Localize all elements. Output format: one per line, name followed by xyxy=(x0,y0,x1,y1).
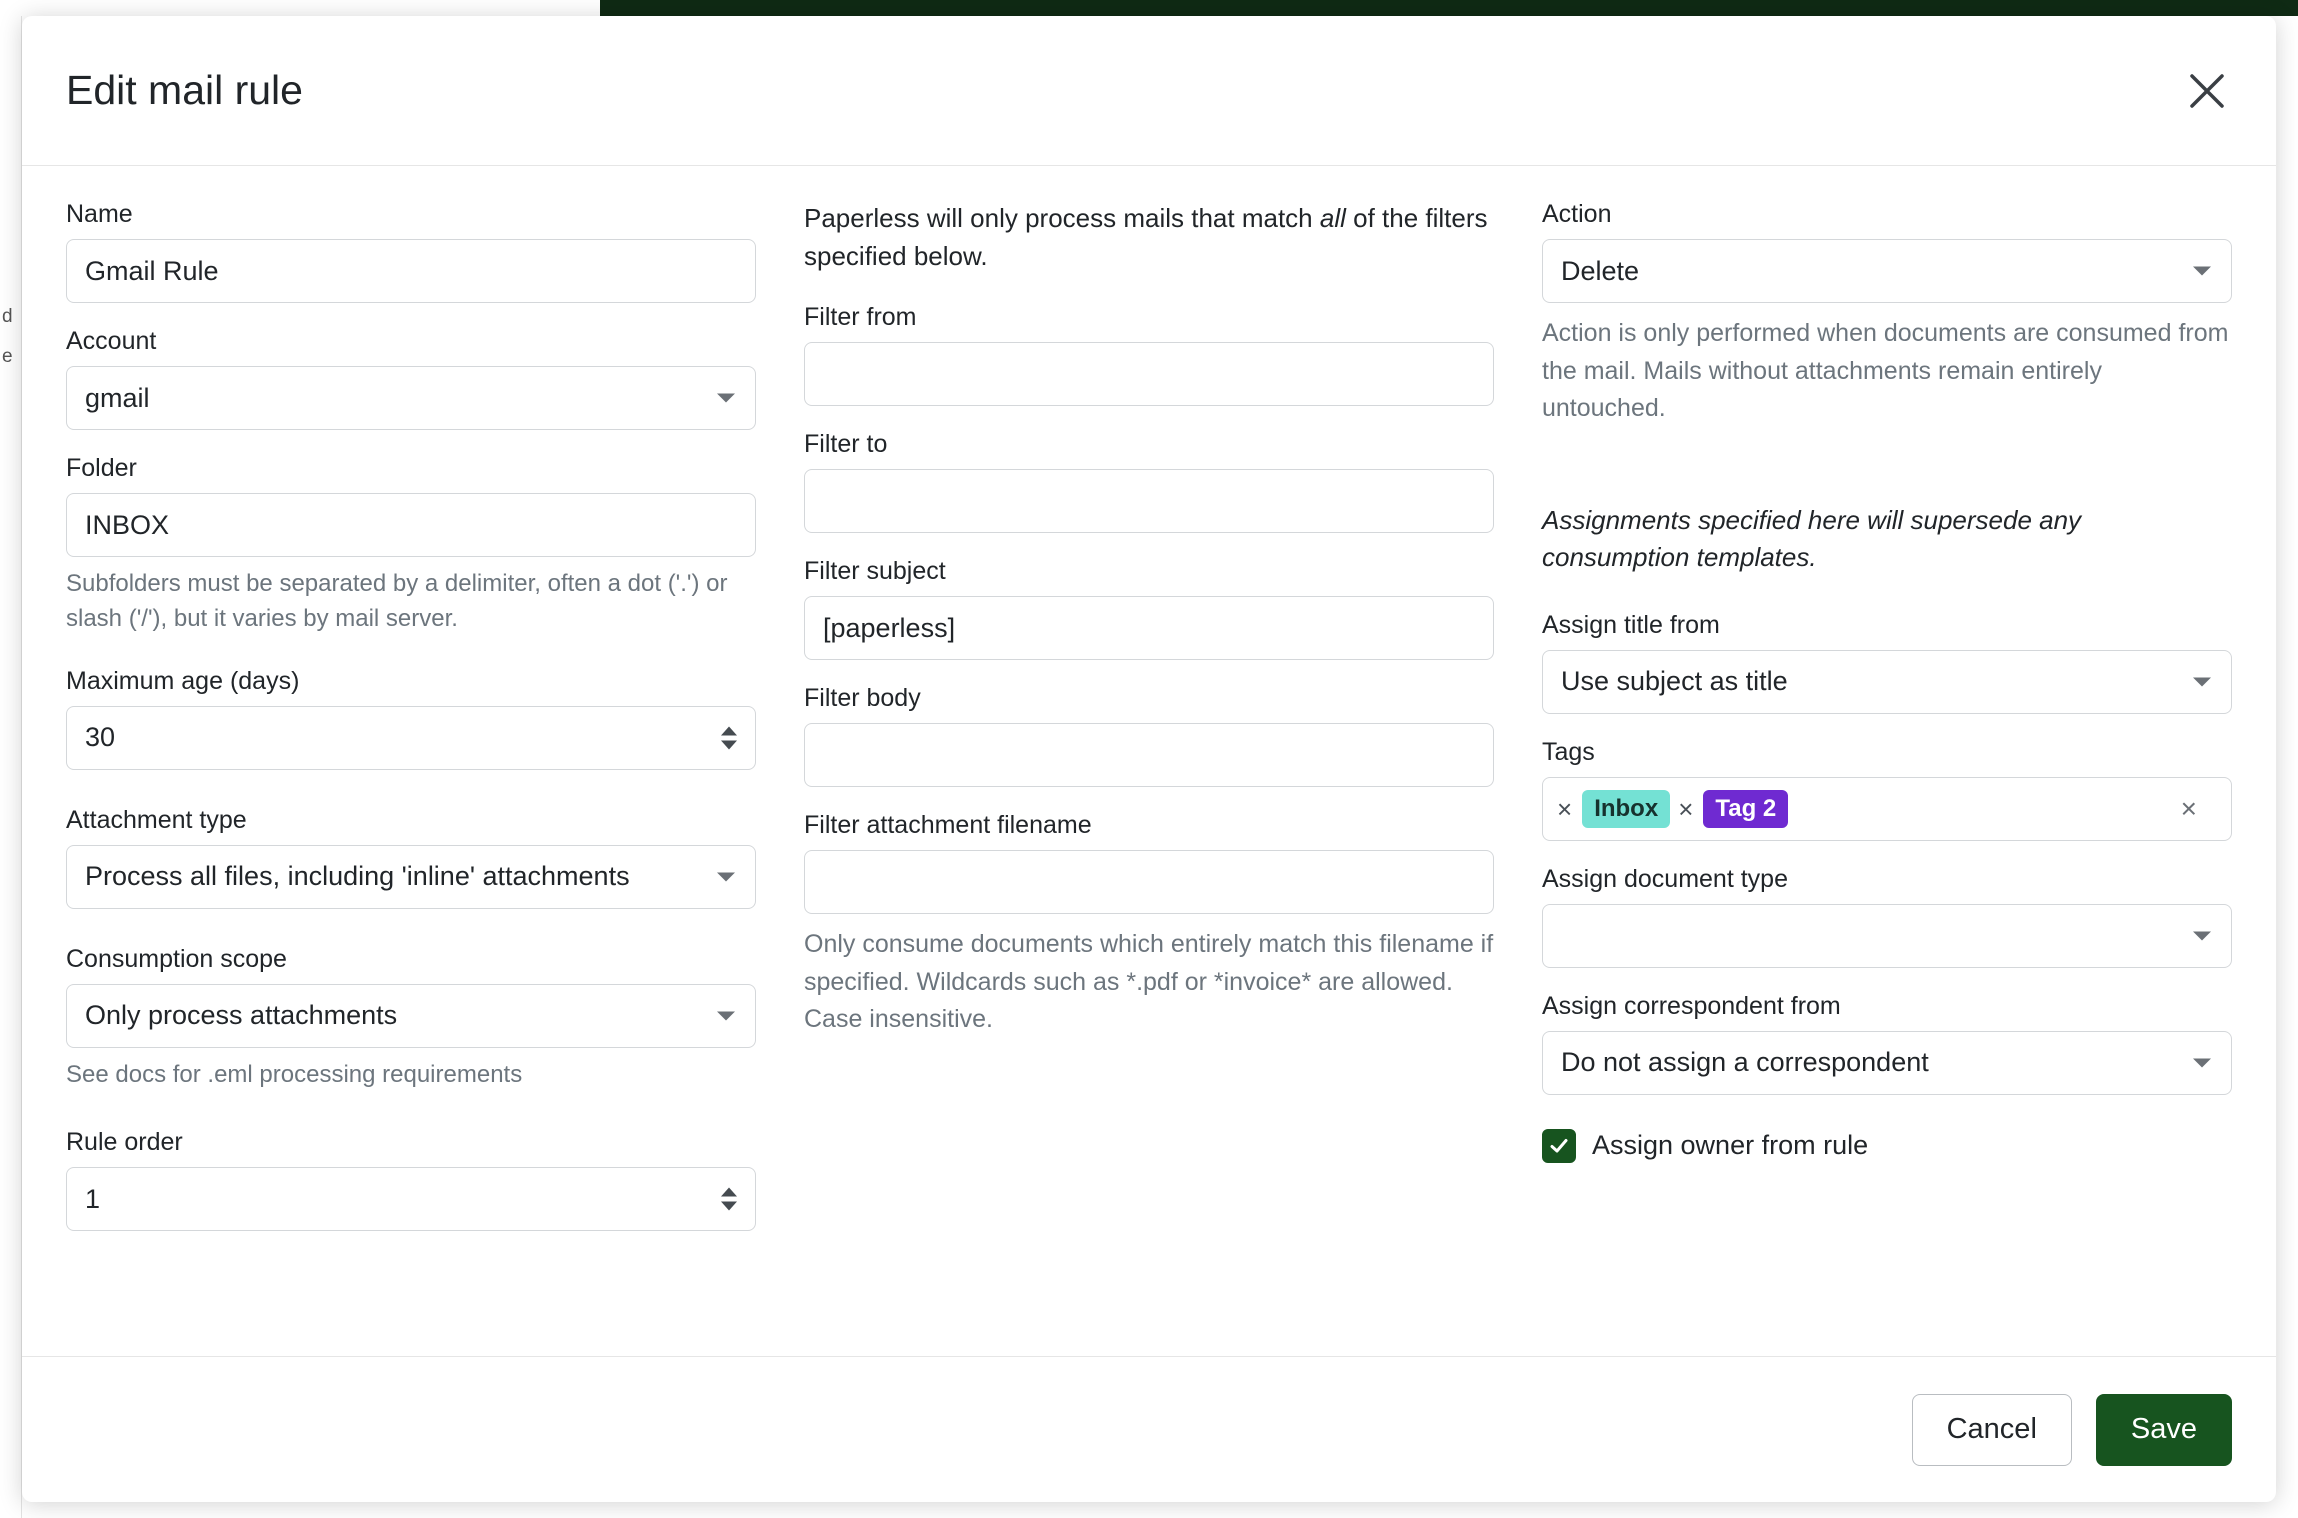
filters-intro-b: of the filters specified below. xyxy=(804,203,1488,271)
background-page-sliver xyxy=(0,16,22,1518)
close-icon[interactable] xyxy=(2182,66,2232,116)
check-icon xyxy=(1548,1135,1570,1157)
filter-attachment-filename-hint: Only consume documents which entirely match this filename if specified. Wildcards such as *.pdf or *invoice* are allowed. Case insensitive. xyxy=(804,930,1494,1034)
chevron-down-icon xyxy=(717,872,735,881)
assign-document-type-label: Assign document type xyxy=(1542,864,1788,893)
account-select[interactable] xyxy=(66,366,756,430)
stepper-down-icon[interactable] xyxy=(721,1202,737,1211)
stepper-down-icon[interactable] xyxy=(721,740,737,749)
action-select[interactable] xyxy=(1542,239,2232,303)
name-label: Name xyxy=(66,200,133,228)
chevron-down-icon xyxy=(717,394,735,403)
field-assign-correspondent-from xyxy=(1542,992,2232,1095)
field-folder xyxy=(66,454,756,637)
filter-from-input[interactable] xyxy=(804,342,1494,406)
account-select-value: gmail xyxy=(85,382,150,413)
filter-body-input[interactable] xyxy=(804,723,1494,787)
field-filter-to xyxy=(804,430,1494,533)
tags-controls xyxy=(2180,792,2215,824)
rule-order-value: 1 xyxy=(85,1183,101,1214)
folder-label: Folder xyxy=(66,454,137,482)
consumption-scope-label: Consumption scope xyxy=(66,944,287,973)
dialog-footer xyxy=(22,1356,2276,1502)
tag-pill: Inbox xyxy=(1582,790,1670,828)
filter-to-label: Filter to xyxy=(804,430,888,459)
tags-input[interactable] xyxy=(1542,777,2232,841)
assign-owner-checkbox[interactable] xyxy=(1542,1129,1576,1163)
attachment-type-label: Attachment type xyxy=(66,805,247,834)
column-general xyxy=(66,200,756,1356)
assign-owner-label: Assign owner from rule xyxy=(1592,1130,1869,1161)
top-strip-highlight xyxy=(0,0,600,16)
filter-from-label: Filter from xyxy=(804,303,917,332)
sliver-text-2: e xyxy=(2,346,13,367)
column-filters xyxy=(804,200,1494,1356)
sliver-text-1: d xyxy=(2,306,13,327)
chevron-down-icon xyxy=(2193,677,2211,686)
tag-chip xyxy=(1557,790,1670,828)
action-label: Action xyxy=(1542,200,1612,228)
filter-attachment-filename-input[interactable] xyxy=(804,850,1494,914)
filters-intro xyxy=(804,200,1494,275)
assign-correspondent-from-select[interactable] xyxy=(1542,1031,2232,1095)
field-account xyxy=(66,327,756,430)
field-filter-from xyxy=(804,303,1494,406)
filter-attachment-filename-label: Filter attachment filename xyxy=(804,811,1092,840)
filter-body-label: Filter body xyxy=(804,684,921,713)
field-filter-attachment-filename xyxy=(804,811,1494,1039)
chevron-down-icon xyxy=(717,1011,735,1020)
field-filter-body xyxy=(804,684,1494,787)
attachment-type-value: Process all files, including 'inline' attachments xyxy=(85,861,630,892)
folder-input[interactable]: INBOX xyxy=(66,493,756,557)
assignments-note: Assignments specified here will supersede any consumption templates. xyxy=(1542,504,2082,573)
maximum-age-label: Maximum age (days) xyxy=(66,666,300,695)
assign-correspondent-from-value: Do not assign a correspondent xyxy=(1561,1047,1929,1078)
field-name xyxy=(66,200,756,303)
filter-to-input[interactable] xyxy=(804,469,1494,533)
rule-order-input[interactable] xyxy=(66,1167,756,1231)
dialog-body xyxy=(22,166,2276,1356)
chevron-down-icon xyxy=(2193,931,2211,940)
assign-correspondent-from-label: Assign correspondent from xyxy=(1542,991,1841,1020)
assign-title-from-value: Use subject as title xyxy=(1561,666,1788,697)
consumption-scope-hint: See docs for .eml processing requirements xyxy=(66,1060,523,1088)
attachment-type-select[interactable] xyxy=(66,845,756,909)
remove-tag-icon[interactable]: × xyxy=(1678,793,1694,824)
assign-title-from-label: Assign title from xyxy=(1542,610,1720,639)
field-consumption-scope xyxy=(66,945,756,1093)
field-assign-document-type xyxy=(1542,865,2232,968)
save-button[interactable]: Save xyxy=(2096,1394,2232,1466)
cancel-button[interactable]: Cancel xyxy=(1912,1394,2072,1466)
filter-subject-input[interactable]: [paperless] xyxy=(804,596,1494,660)
dialog-title: Edit mail rule xyxy=(66,67,303,113)
consumption-scope-select[interactable] xyxy=(66,984,756,1048)
remove-tag-icon[interactable]: × xyxy=(1557,793,1573,824)
maximum-age-input[interactable] xyxy=(66,706,756,770)
field-action xyxy=(1542,200,2232,428)
filter-subject-label: Filter subject xyxy=(804,557,946,586)
field-tags xyxy=(1542,738,2232,841)
stepper-up-icon[interactable] xyxy=(721,1188,737,1197)
action-hint: Action is only performed when documents are consumed from the mail. Mails without attachments remain entirely untouched. xyxy=(1542,319,2229,422)
tag-chip xyxy=(1678,790,1788,828)
chevron-down-icon xyxy=(2193,1058,2211,1067)
field-attachment-type xyxy=(66,806,756,909)
quantity-stepper[interactable] xyxy=(721,726,737,749)
edit-mail-rule-dialog xyxy=(22,16,2276,1502)
tags-label: Tags xyxy=(1542,737,1595,766)
rule-order-label: Rule order xyxy=(66,1128,183,1157)
assign-document-type-select[interactable] xyxy=(1542,904,2232,968)
maximum-age-value: 30 xyxy=(85,722,116,753)
clear-icon[interactable]: × xyxy=(2180,792,2197,824)
column-actions xyxy=(1542,200,2232,1356)
field-assign-title-from xyxy=(1542,611,2232,714)
field-maximum-age xyxy=(66,667,756,770)
folder-hint: Subfolders must be separated by a delimiter, often a dot ('.') or slash ('/'), but it varies by mail server. xyxy=(66,570,728,632)
assign-title-from-select[interactable] xyxy=(1542,650,2232,714)
assign-owner-from-rule-row[interactable] xyxy=(1542,1129,2232,1163)
chevron-down-icon xyxy=(2193,267,2211,276)
field-filter-subject xyxy=(804,557,1494,660)
quantity-stepper[interactable] xyxy=(721,1188,737,1211)
filters-intro-emphasis: all xyxy=(1319,203,1346,233)
dialog-header xyxy=(22,16,2276,166)
window-top-strip xyxy=(0,0,2298,16)
field-rule-order xyxy=(66,1128,756,1231)
account-label: Account xyxy=(66,327,157,355)
action-value: Delete xyxy=(1561,255,1640,286)
consumption-scope-value: Only process attachments xyxy=(85,1000,398,1031)
tag-pill: Tag 2 xyxy=(1703,790,1788,828)
stepper-up-icon[interactable] xyxy=(721,726,737,735)
name-input[interactable]: Gmail Rule xyxy=(66,239,756,303)
filters-intro-a: Paperless will only process mails that match xyxy=(804,203,1320,233)
